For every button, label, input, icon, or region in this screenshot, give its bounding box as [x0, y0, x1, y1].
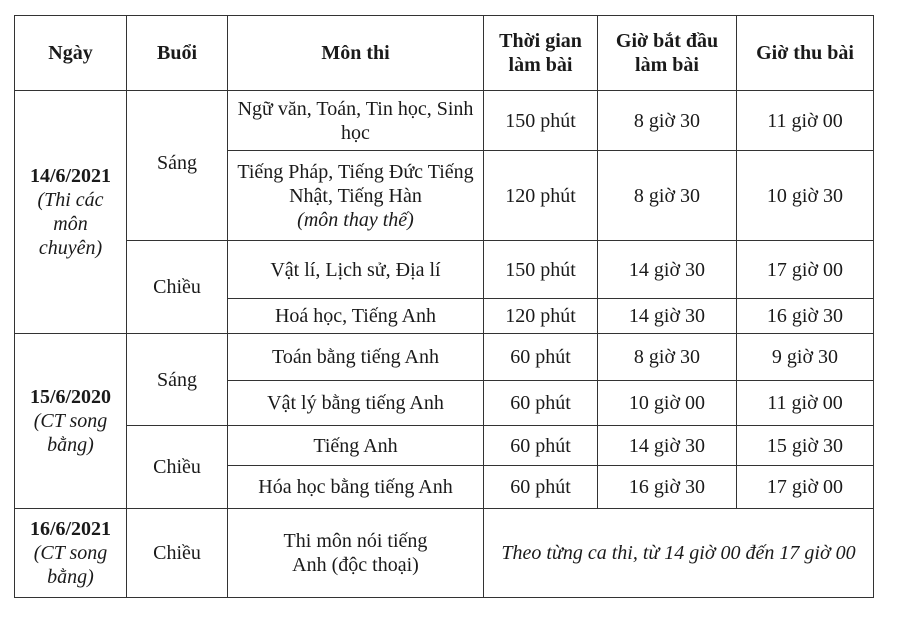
subject-cell: Toán bằng tiếng Anh [228, 334, 484, 381]
session-cell: Sáng [127, 334, 228, 426]
duration-cell: 120 phút [484, 299, 598, 334]
day-cell [15, 334, 127, 509]
day-note: (CT song bằng) [33, 410, 108, 456]
subject-cell: Thi môn nói tiếng Anh (độc thoại) [228, 509, 484, 598]
end-cell: 17 giờ 00 [737, 466, 874, 509]
session-cell: Chiều [127, 426, 228, 509]
subject-cell: Vật lí, Lịch sử, Địa lí [228, 241, 484, 299]
end-cell: 11 giờ 00 [737, 381, 874, 426]
subject-cell: Tiếng Anh [228, 426, 484, 466]
header-mon-thi: Môn thi [228, 16, 484, 91]
session-cell: Chiều [127, 241, 228, 334]
start-cell: 10 giờ 00 [598, 381, 737, 426]
start-cell: 14 giờ 30 [598, 426, 737, 466]
day-date: 16/6/2021 [29, 518, 112, 540]
subject-cell [228, 151, 484, 241]
start-cell: 8 giờ 30 [598, 91, 737, 151]
duration-cell: 120 phút [484, 151, 598, 241]
end-cell: 15 giờ 30 [737, 426, 874, 466]
start-cell: 14 giờ 30 [598, 299, 737, 334]
day-cell [15, 509, 127, 598]
duration-cell: 60 phút [484, 426, 598, 466]
table-row [15, 241, 874, 299]
duration-cell: 60 phút [484, 334, 598, 381]
session-cell: Chiều [127, 509, 228, 598]
table-row [15, 91, 874, 151]
start-cell: 8 giờ 30 [598, 334, 737, 381]
schedule-cell: Theo từng ca thi, từ 14 giờ 00 đến 17 giờ 00 [484, 509, 874, 598]
subject-text: Tiếng Pháp, Tiếng Đức Tiếng Nhật, Tiếng Hàn [237, 160, 474, 207]
start-cell: 14 giờ 30 [598, 241, 737, 299]
start-cell: 16 giờ 30 [598, 466, 737, 509]
end-cell: 10 giờ 30 [737, 151, 874, 241]
duration-cell: 60 phút [484, 466, 598, 509]
exam-schedule-table [14, 15, 874, 598]
subject-cell: Ngữ văn, Toán, Tin học, Sinh học [228, 91, 484, 151]
end-cell: 9 giờ 30 [737, 334, 874, 381]
table-row [15, 426, 874, 466]
subject-note: (môn thay thế) [297, 208, 414, 231]
session-cell: Sáng [127, 91, 228, 241]
day-note: (CT song bằng) [33, 542, 108, 588]
day-cell [15, 91, 127, 334]
table-row [15, 509, 874, 598]
header-gio-thu-bai: Giờ thu bài [737, 16, 874, 91]
header-thoi-gian: Thời gian làm bài [484, 16, 598, 91]
header-row [15, 16, 874, 91]
table-row [15, 334, 874, 381]
header-ngay: Ngày [15, 16, 127, 91]
duration-cell: 150 phút [484, 241, 598, 299]
end-cell: 16 giờ 30 [737, 299, 874, 334]
day-date: 15/6/2020 [29, 386, 112, 408]
duration-cell: 150 phút [484, 91, 598, 151]
subject-cell: Hoá học, Tiếng Anh [228, 299, 484, 334]
header-buoi: Buổi [127, 16, 228, 91]
day-date: 14/6/2021 [29, 165, 112, 187]
header-gio-bat-dau: Giờ bắt đầu làm bài [598, 16, 737, 91]
duration-cell: 60 phút [484, 381, 598, 426]
start-cell: 8 giờ 30 [598, 151, 737, 241]
end-cell: 11 giờ 00 [737, 91, 874, 151]
subject-cell: Hóa học bằng tiếng Anh [228, 466, 484, 509]
subject-cell: Vật lý bằng tiếng Anh [228, 381, 484, 426]
day-note: (Thi các môn chuyên) [37, 189, 104, 259]
end-cell: 17 giờ 00 [737, 241, 874, 299]
